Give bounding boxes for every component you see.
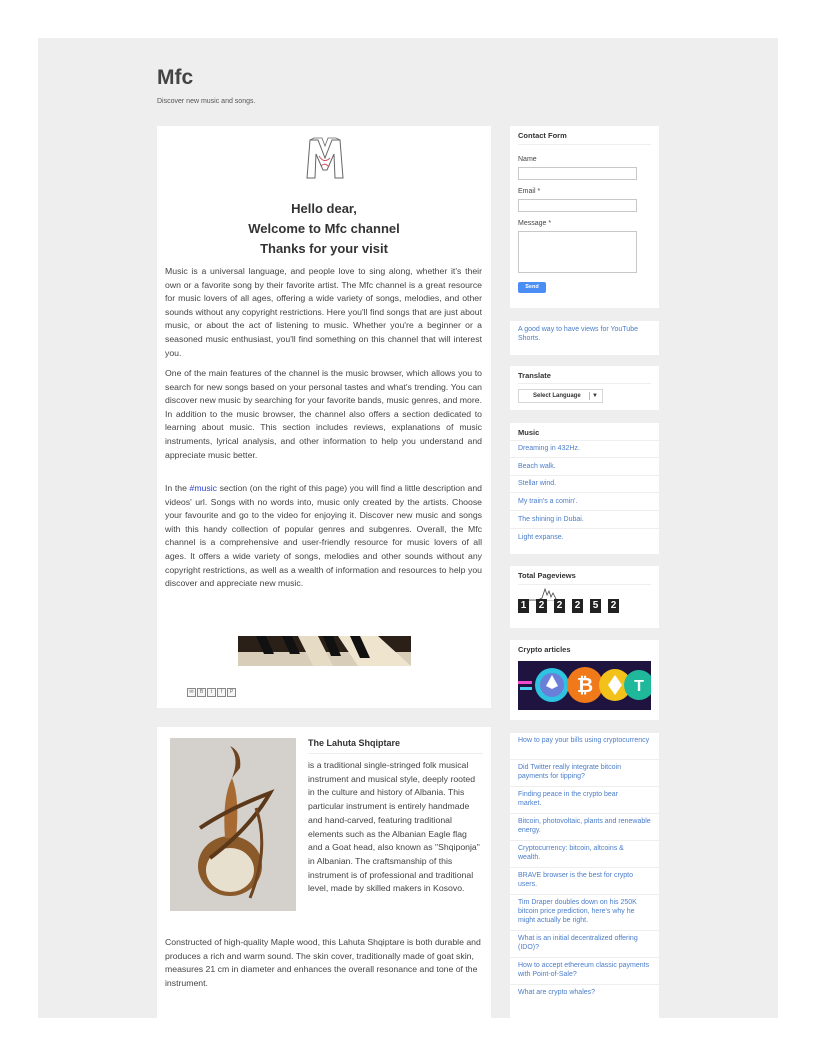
email-label: Email * — [518, 188, 541, 195]
item-divider — [510, 759, 659, 760]
widget-divider — [518, 584, 651, 585]
piano-keys-image — [238, 636, 411, 666]
p3-post-text: section (on the right of this page) you will find a little description and videos' url. Songs with no words into, music only created by the artists. Choose your favourite and go to the video for enjoying it. Discover new music and songs with this handy collection of popular genres and subgenres. Overall, the Mfc channel is a comprehensive and user-friendly resource for music lovers of all ages. It offers a wide variety of songs, melodies and other sounds without any copyright restrictions, as well as a wealth of information and resources to help you discover and appreciate new music. — [165, 483, 482, 589]
email-icon[interactable]: ✉ — [187, 688, 196, 697]
blog-description: Discover new music and songs. — [157, 98, 256, 105]
counter-digit: 2 — [608, 599, 619, 613]
mfc-logo — [304, 136, 346, 180]
article-link[interactable]: BRAVE browser is the best for crypto users. — [518, 872, 634, 888]
contact-form-widget — [510, 126, 659, 308]
welcome-post — [157, 126, 491, 708]
pageviews-widget — [510, 566, 659, 628]
music-hashtag-link[interactable]: #music — [189, 483, 218, 493]
blog-header — [157, 66, 255, 105]
language-select[interactable] — [518, 389, 603, 403]
contact-form-title: Contact Form — [518, 131, 567, 140]
music-title: Music — [518, 428, 540, 437]
lahuta-title[interactable]: The Lahuta Shqiptare — [308, 738, 401, 748]
item-divider — [510, 840, 659, 841]
music-item[interactable]: Stellar wind. — [518, 480, 557, 487]
svg-text:T: T — [634, 678, 644, 695]
intro-paragraph: Music is a universal language, and people love to sing along, whether it's their own or a favorite song by their favorite artist. The Mfc channel is a great resource for music lovers of all ages, offering a wide variety of songs, melodies, and other sounds without any copyright restrictions. Here you'll find songs that are just about music, or about the act of listening to music. Whether you're a beginner or a seasoned music enthusiast, you'll find something on this channel that will interest you. — [165, 266, 482, 358]
counter-digit: 1 — [518, 599, 529, 613]
crypto-articles-widget — [510, 733, 659, 1018]
welcome-line-1: Hello dear, — [291, 201, 357, 216]
music-item[interactable]: The shining in Dubai. — [518, 516, 584, 523]
lahuta-post — [157, 727, 491, 1018]
widget-divider — [510, 440, 659, 441]
blog-icon[interactable]: B — [197, 688, 206, 697]
item-divider — [510, 894, 659, 895]
item-divider — [510, 957, 659, 958]
welcome-line-3: Thanks for your visit — [260, 241, 388, 256]
twitter-icon[interactable]: t — [207, 688, 216, 697]
item-divider — [510, 930, 659, 931]
views-link-widget — [510, 321, 659, 355]
counter-digit: 2 — [554, 599, 565, 613]
widget-divider — [518, 383, 651, 384]
counter-digit: 2 — [536, 599, 547, 613]
pageviews-title: Total Pageviews — [518, 571, 576, 580]
widget-divider — [518, 144, 651, 145]
article-link[interactable]: Finding peace in the crypto bear market. — [518, 791, 619, 807]
p3-pre-text: In the — [165, 483, 190, 493]
welcome-line-2: Welcome to Mfc channel — [248, 221, 400, 236]
music-widget — [510, 423, 659, 554]
item-divider — [510, 984, 659, 985]
title-divider — [308, 753, 483, 754]
translate-title: Translate — [518, 371, 551, 380]
music-item[interactable]: Dreaming in 432Hz. — [518, 445, 580, 452]
language-select-label: Select Language — [533, 393, 581, 399]
pinterest-icon[interactable]: P — [227, 688, 236, 697]
features-paragraph: One of the main features of the channel is the music browser, which allows you to search for new songs based on your personal tastes and what's trending. You can discover new music by searching for your favorite bands, music genres, and more. In addition to the music browser, the channel also offers a section dedicated to learning about music. This section includes reviews, explanations of music instruments, lyrical analysis, and other information to help you understand and appreciate music better. — [165, 368, 482, 460]
item-divider — [510, 492, 659, 493]
svg-text:₿: ₿ — [576, 675, 594, 697]
item-divider — [510, 528, 659, 529]
name-field[interactable] — [518, 167, 637, 180]
article-link[interactable]: What are crypto whales? — [518, 989, 596, 996]
select-separator — [589, 392, 590, 400]
facebook-icon[interactable]: f — [217, 688, 226, 697]
name-label: Name — [518, 156, 537, 163]
music-section-paragraph — [165, 482, 482, 591]
counter-digit: 5 — [590, 599, 601, 613]
send-button[interactable]: Send — [518, 282, 546, 293]
item-divider — [510, 813, 659, 814]
lahuta-description: is a traditional single-stringed folk musical instrument and musical style, deeply rooted in the culture and history of Albania. This particular instrument is entirely handmade and hand-carved, featuring traditional elements such as the Albanian Eagle flag and a Goat head, also known as "Shqiponja" in Albanian. The craftsmanship of this instrument is of professional and traditional level, made by skilled makers in Kosovo. — [308, 760, 480, 894]
item-divider — [510, 867, 659, 868]
chevron-down-icon: ▼ — [592, 393, 598, 399]
translate-widget — [510, 366, 659, 410]
music-item[interactable]: Light expanse. — [518, 534, 564, 541]
article-link[interactable]: How to pay your bills using cryptocurrency — [518, 737, 650, 744]
share-buttons — [187, 688, 236, 697]
item-divider — [510, 475, 659, 476]
crypto-coins-image[interactable] — [518, 661, 651, 710]
item-divider — [510, 786, 659, 787]
article-link[interactable]: Bitcoin, photovoltaic, plants and renewable energy. — [518, 818, 651, 834]
article-link[interactable]: Tim Draper doubles down on his 250K bitcoin price prediction, here's why he might actually be right. — [518, 899, 637, 924]
article-link[interactable]: How to accept ethereum classic payments with Point-of-Sale? — [518, 962, 650, 978]
crypto-title: Crypto articles — [518, 645, 571, 654]
article-link[interactable]: Cryptocurrency: bitcoin, altcoins & wealth. — [518, 845, 624, 861]
email-field[interactable] — [518, 199, 637, 212]
views-link[interactable]: A good way to have views for YouTube Shorts. — [518, 326, 638, 342]
message-field[interactable] — [518, 231, 637, 273]
counter-digit: 2 — [572, 599, 583, 613]
pageviews-counter — [518, 599, 626, 613]
welcome-heading — [157, 199, 491, 259]
item-divider — [510, 457, 659, 458]
crypto-widget — [510, 640, 659, 720]
article-link[interactable]: What is an initial decentralized offering (IDO)? — [518, 935, 638, 951]
music-item[interactable]: Beach walk. — [518, 463, 556, 470]
lahuta-construction-paragraph: Constructed of high-quality Maple wood, this Lahuta Shqiptare is both durable and produces a rich and warm sound. The skin cover, traditionally made of goat skin, measures 21 cm in diameter and enhances the overall resonance and tone of the instrument. — [165, 937, 481, 989]
message-label: Message * — [518, 220, 552, 227]
blog-title[interactable]: Mfc — [157, 66, 194, 89]
lahuta-instrument-image — [170, 738, 296, 911]
article-link[interactable]: Did Twitter really integrate bitcoin payments for tipping? — [518, 764, 621, 780]
music-item[interactable]: My train's a comin'. — [518, 498, 578, 505]
item-divider — [510, 510, 659, 511]
